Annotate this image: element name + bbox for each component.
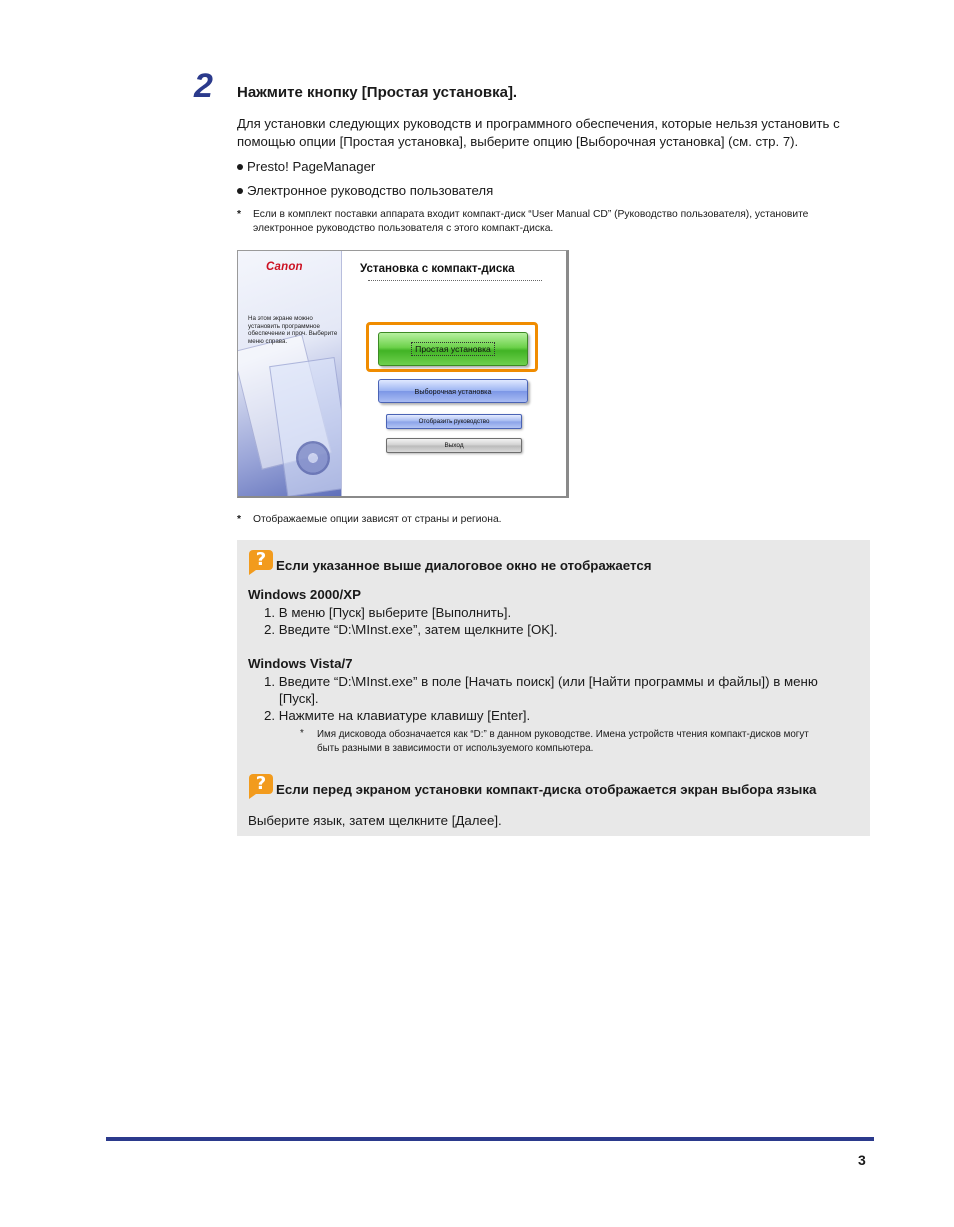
- step-number: 2: [194, 67, 213, 105]
- footnote-line-2: электронное руководство пользователя с этого компакт-диска.: [253, 223, 554, 234]
- installer-screenshot: [237, 250, 569, 498]
- windows-xp-title: Windows 2000/XP: [248, 587, 361, 602]
- document-illustration: [269, 357, 341, 497]
- bullet-text: Электронное руководство пользователя: [247, 183, 494, 198]
- bullet-dot-icon: [237, 188, 243, 194]
- bullet-item: [237, 158, 375, 176]
- footnote: [237, 208, 857, 238]
- vista-note-line-1: Имя дисковода обозначается как “D:” в данном руководстве. Имена устройств чтения компакт-дисков могут: [317, 729, 809, 740]
- easy-install-button[interactable]: [378, 332, 528, 366]
- windows-vista-title: Windows Vista/7: [248, 656, 353, 671]
- custom-install-button[interactable]: Выборочная установка: [378, 379, 528, 403]
- installer-side-panel: [238, 251, 341, 497]
- intro-line-1: Для установки следующих руководств и программного обеспечения, которые нельзя установить с: [237, 116, 840, 131]
- exit-button[interactable]: Выход: [386, 438, 522, 453]
- footnote-star: *: [237, 514, 242, 525]
- installer-divider: [341, 251, 342, 497]
- installer-title-underline: [368, 280, 542, 281]
- xp-step-1: 1. В меню [Пуск] выберите [Выполнить].: [264, 605, 512, 620]
- step-title: Нажмите кнопку [Простая установка].: [237, 84, 518, 101]
- intro-line-2: помощью опции [Простая установка], выберите опцию [Выборочная установка] (см. стр. 7).: [237, 134, 799, 149]
- vista-note-line-2: быть разными в зависимости от используемого компьютера.: [317, 743, 594, 754]
- bullet-item: [237, 182, 493, 200]
- help-heading-2: Если перед экраном установки компакт-диска отображается экран выбора языка: [276, 782, 817, 797]
- vista-step-1: 1. Введите “D:\MInst.exe” в поле [Начать поиск] (или [Найти программы и файлы]) в меню: [264, 674, 818, 689]
- cd-icon: [296, 441, 330, 475]
- display-manual-button[interactable]: Отобразить руководство: [386, 414, 522, 429]
- footnote-text: Отображаемые опции зависят от страны и региона.: [253, 514, 502, 525]
- vista-step-2: 2. Нажмите на клавиатуре клавишу [Enter].: [264, 708, 531, 723]
- step-intro: [237, 115, 867, 151]
- page-number: 3: [858, 1152, 866, 1168]
- footnote-line-1: Если в комплект поставки аппарата входит компакт-диск “User Manual CD” (Руководство пользователя), установите: [253, 209, 809, 220]
- canon-logo: Canon: [266, 261, 303, 273]
- footnote-star: *: [237, 209, 242, 220]
- footer-rule: [106, 1137, 874, 1141]
- installer-title: Установка с компакт-диска: [360, 262, 515, 275]
- question-icon: ?: [249, 550, 273, 570]
- help-heading-1: Если указанное выше диалоговое окно не отображается: [276, 558, 652, 573]
- installer-description: На этом экране можно установить программное обеспечение и проч. Выберите меню справа.: [248, 315, 338, 345]
- easy-install-label: Простая установка: [411, 342, 495, 356]
- language-instruction: Выберите язык, затем щелкните [Далее].: [248, 813, 502, 828]
- footnote-text: [253, 208, 808, 236]
- troubleshooting-box: [237, 540, 870, 836]
- xp-step-2: 2. Введите “D:\MInst.exe”, затем щелкните [OK].: [264, 622, 558, 637]
- footnote: [237, 513, 837, 529]
- vista-note-star: *: [300, 728, 304, 739]
- bullet-dot-icon: [237, 164, 243, 170]
- vista-step-1-cont: [Пуск].: [279, 691, 319, 706]
- bullet-text: Presto! PageManager: [247, 159, 376, 174]
- question-icon: ?: [249, 774, 273, 794]
